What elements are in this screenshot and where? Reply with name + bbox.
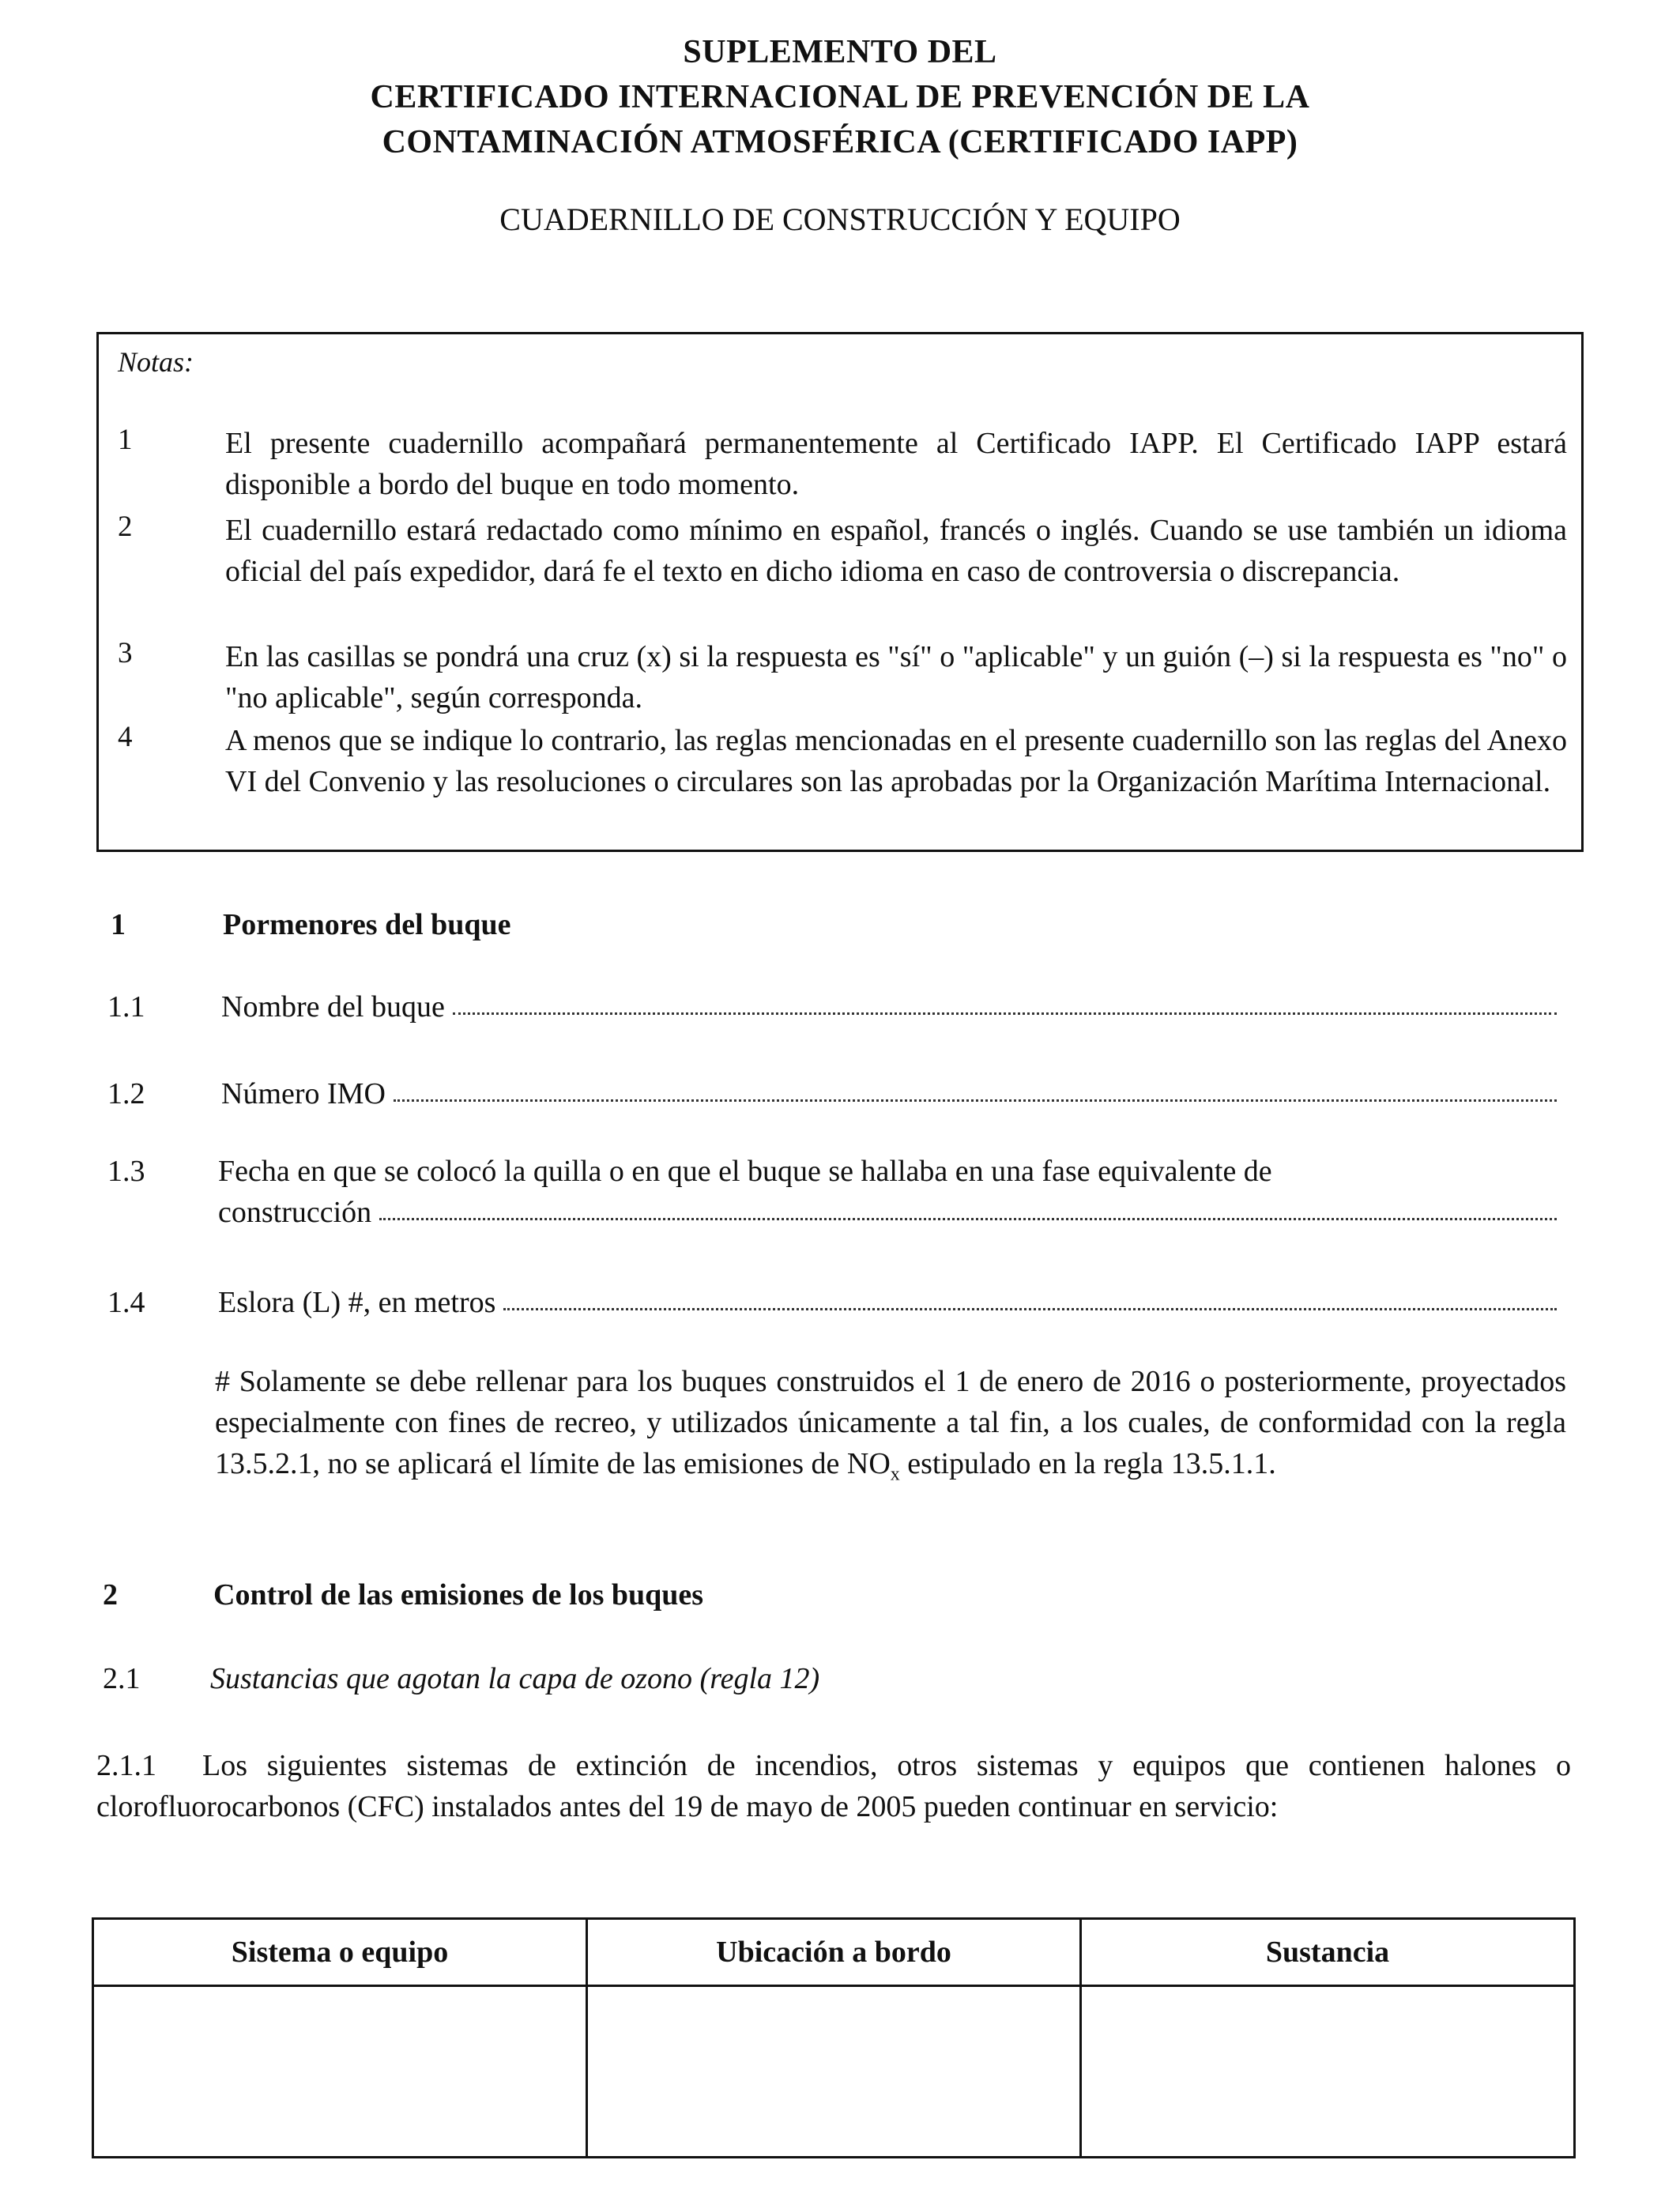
column-header-system: Sistema o equipo: [93, 1919, 587, 1986]
notes-box: [96, 332, 1584, 852]
footnote-text: # Solamente se debe rellenar para los buques construidos el 1 de enero de 2016 o posteriormente, proyectados especialmente con fines de recreo, y utilizados únicamente a tal fin, a los cuales, de conformidad con la regla 13.5.2.1, no se aplicará el límite de las emisiones de NO: [215, 1365, 1566, 1480]
subscript-x: x: [890, 1464, 900, 1485]
footnote-end: estipulado en la regla 13.5.1.1.: [899, 1447, 1276, 1480]
note-number: 2: [118, 511, 133, 543]
note-text: A menos que se indique lo contrario, las reglas mencionadas en el presente cuadernillo son las reglas del Anexo VI del Convenio y las resoluciones o circulares son las aprobadas por la Organización Marítima Internacional.: [225, 724, 1567, 798]
field-number: 1.4: [107, 1286, 145, 1319]
fill-in-line[interactable]: [379, 1213, 1557, 1220]
length-field[interactable]: [218, 1285, 1557, 1320]
field-number: 1.1: [107, 990, 145, 1023]
note-number: 1: [118, 424, 133, 456]
note-number: 3: [118, 637, 133, 669]
column-header-location: Ubicación a bordo: [587, 1919, 1081, 1986]
length-footnote: [215, 1361, 1566, 1495]
imo-number-field[interactable]: [221, 1076, 1557, 1111]
document-title: [0, 30, 1680, 165]
field-label: Nombre del buque: [221, 990, 445, 1023]
field-label: Fecha en que se colocó la quilla o en que el buque se hallaba en una fase equivalente de: [218, 1155, 1272, 1188]
note-number: 4: [118, 721, 133, 753]
document-subtitle: CUADERNILLO DE CONSTRUCCIÓN Y EQUIPO: [499, 202, 1181, 237]
note-text: El cuadernillo estará redactado como mínimo en español, francés o inglés. Cuando se use también un idioma oficial del país expedidor, dará fe el texto en dicho idioma en caso de controversia o discrepancia.: [225, 514, 1567, 588]
field-label: Eslora (L) #, en metros: [218, 1286, 496, 1319]
ship-name-field[interactable]: [221, 990, 1557, 1024]
subsection-number: 2.1: [103, 1662, 141, 1695]
field-number: 1.2: [107, 1077, 145, 1110]
table-cell-substance[interactable]: [1081, 1986, 1575, 2158]
section-number: 2: [103, 1578, 118, 1612]
section-title: Control de las emisiones de los buques: [213, 1578, 704, 1612]
table-header-row: [93, 1919, 1575, 1986]
systems-table: [92, 1917, 1576, 2158]
fill-in-line[interactable]: [394, 1095, 1557, 1102]
paragraph-number: 2.1.1: [96, 1749, 156, 1782]
note-text: En las casillas se pondrá una cruz (x) si la respuesta es "sí" o "aplicable" y un guión (–) si la respuesta es "no" o "no aplicable", según corresponda.: [225, 640, 1567, 714]
subsection-title: Sustancias que agotan la capa de ozono (regla 12): [210, 1662, 820, 1695]
paragraph-text: Los siguientes sistemas de extinción de incendios, otros sistemas y equipos que contienen halones o clorofluorocarbonos (CFC) instalados antes del 19 de mayo de 2005 pueden continuar en servicio:: [96, 1749, 1571, 1823]
section-title: Pormenores del buque: [223, 908, 511, 941]
section-number: 1: [111, 908, 126, 941]
table-cell-location[interactable]: [587, 1986, 1081, 2158]
title-line: CONTAMINACIÓN ATMOSFÉRICA (CERTIFICADO IAPP): [382, 124, 1298, 160]
title-line: CERTIFICADO INTERNACIONAL DE PREVENCIÓN DE LA: [370, 79, 1310, 115]
field-label: construcción: [218, 1196, 372, 1229]
fill-in-line[interactable]: [503, 1303, 1557, 1310]
paragraph-2-1-1: [96, 1745, 1571, 1827]
keel-date-field[interactable]: [218, 1195, 1557, 1230]
fill-in-line[interactable]: [453, 1008, 1557, 1015]
title-line: SUPLEMENTO DEL: [683, 34, 997, 70]
table-row: [93, 1986, 1575, 2158]
note-text: El presente cuadernillo acompañará permanentemente al Certificado IAPP. El Certificado IAPP estará disponible a bordo del buque en todo momento.: [225, 427, 1567, 501]
column-header-substance: Sustancia: [1081, 1919, 1575, 1986]
table-cell-system[interactable]: [93, 1986, 587, 2158]
field-label: Número IMO: [221, 1077, 386, 1110]
notes-heading: Notas:: [118, 346, 194, 378]
field-number: 1.3: [107, 1155, 145, 1188]
